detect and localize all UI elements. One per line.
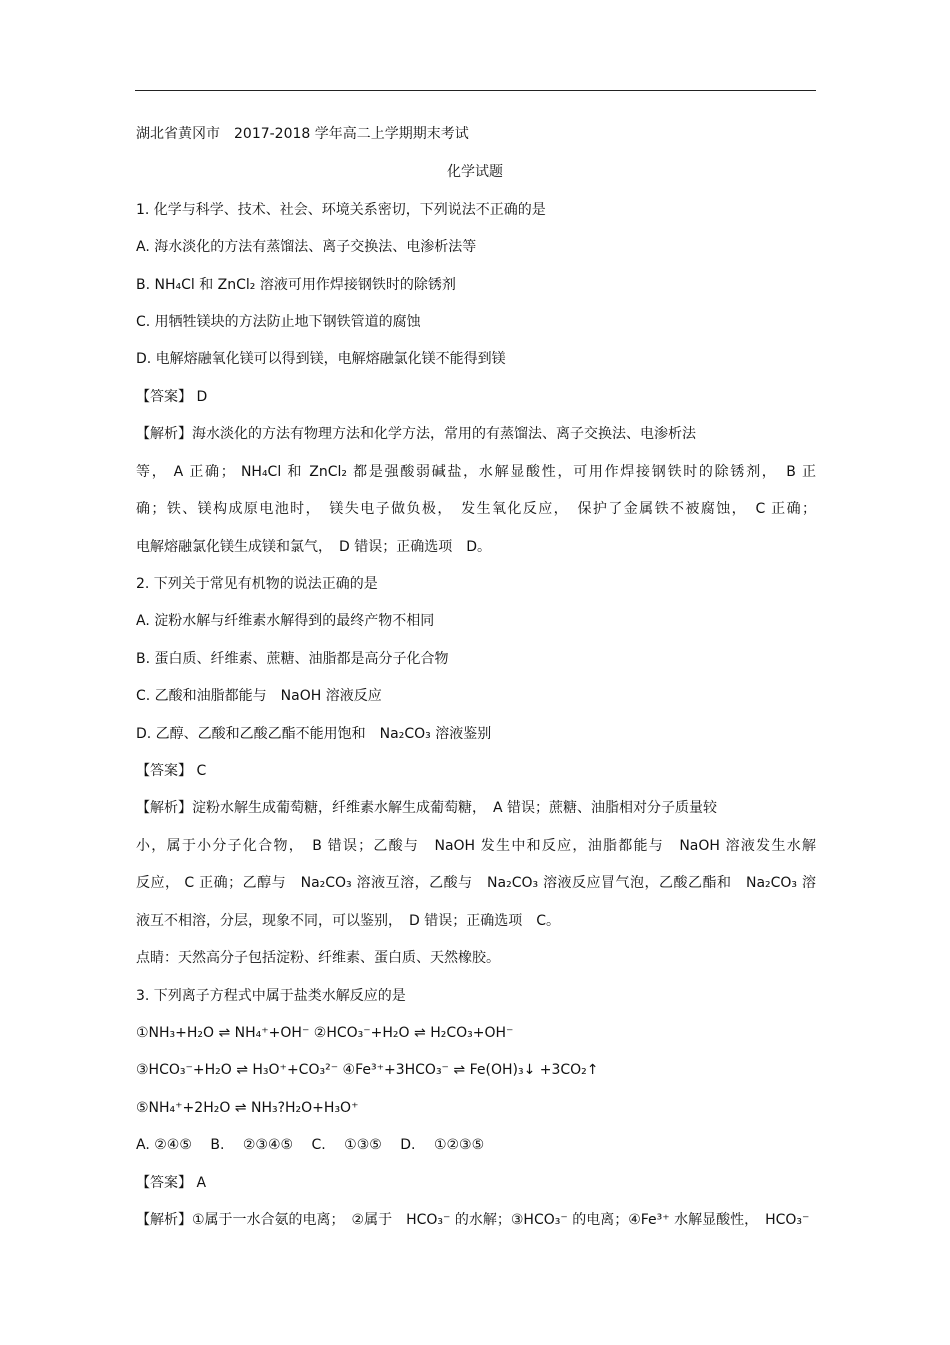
question-1-analysis: 【解析】海水淡化的方法有物理方法和化学方法，常用的有蒸馏法、离子交换法、电渗析法 [136,426,696,442]
question-2-option-b: B. 蛋白质、纤维素、蔗糖、油脂都是高分子化合物 [136,651,449,667]
question-2-analysis: 小，属于小分子化合物， B 错误；乙酸与 NaOH 发生中和反应，油脂都能与 NaOH 溶液发生水解 [136,838,816,854]
question-3-equation: ①NH₃+H₂O ⇌ NH₄⁺+OH⁻ ②HCO₃⁻+H₂O ⇌ H₂CO₃+OH⁻ [136,1025,514,1041]
exam-title: 湖北省黄冈市 2017-2018 学年高二上学期期末考试 [136,126,469,142]
question-2-analysis: 反应， C 正确；乙醇与 Na₂CO₃ 溶液互溶，乙酸与 Na₂CO₃ 溶液反应冒气泡，乙酸乙酯和 Na₂CO₃ 溶 [136,875,816,891]
question-2-analysis: 【解析】淀粉水解生成葡萄糖，纤维素水解生成葡萄糖， A 错误；蔗糖、油脂相对分子质量较 [136,800,718,816]
question-1-option-a: A. 海水淡化的方法有蒸馏法、离子交换法、电渗析法等 [136,239,477,255]
question-2-option-c: C. 乙酸和油脂都能与 NaOH 溶液反应 [136,688,382,704]
question-3-equation: ⑤NH₄⁺+2H₂O ⇌ NH₃?H₂O+H₃O⁺ [136,1100,359,1116]
question-1-analysis: 等， A 正确； NH₄Cl 和 ZnCl₂ 都是强酸弱碱盐，水解显酸性，可用作焊接钢铁时的除锈剂， B 正 [136,464,816,480]
subject-title: 化学试题 [447,164,503,180]
question-1-analysis: 电解熔融氯化镁生成镁和氯气， D 错误；正确选项 D。 [136,539,492,555]
question-3-answer: 【答案】 A [136,1175,207,1191]
question-1-option-b: B. NH₄Cl 和 ZnCl₂ 溶液可用作焊接钢铁时的除锈剂 [136,277,456,293]
question-2-stem: 2. 下列关于常见有机物的说法正确的是 [136,576,378,592]
question-3-analysis: 【解析】①属于一水合氨的电离； ②属于 HCO₃⁻ 的水解；③HCO₃⁻ 的电离；④Fe³⁺ 水解显酸性， HCO₃⁻ [136,1212,810,1228]
question-3-equation: ③HCO₃⁻+H₂O ⇌ H₃O⁺+CO₃²⁻ ④Fe³⁺+3HCO₃⁻ ⇌ Fe(OH)₃↓ +3CO₂↑ [136,1062,599,1078]
question-2-option-d: D. 乙醇、乙酸和乙酸乙酯不能用饱和 Na₂CO₃ 溶液鉴别 [136,726,492,742]
question-1-answer: 【答案】 D [136,389,208,405]
question-1-analysis: 确；铁、镁构成原电池时， 镁失电子做负极， 发生氧化反应， 保护了金属铁不被腐蚀， C 正确； [136,501,816,517]
question-3-stem: 3. 下列离子方程式中属于盐类水解反应的是 [136,988,406,1004]
question-1-stem: 1. 化学与科学、技术、社会、环境关系密切，下列说法不正确的是 [136,202,546,218]
question-1-option-c: C. 用牺牲镁块的方法防止地下钢铁管道的腐蚀 [136,314,421,330]
question-3-options: A. ②④⑤ B. ②③④⑤ C. ①③⑤ D. ①②③⑤ [136,1137,485,1153]
question-2-analysis: 液互不相溶，分层，现象不同，可以鉴别， D 错误；正确选项 C。 [136,913,561,929]
question-2-note: 点睛：天然高分子包括淀粉、纤维素、蛋白质、天然橡胶。 [136,950,500,966]
header-rule [135,90,816,91]
question-1-option-d: D. 电解熔融氧化镁可以得到镁，电解熔融氯化镁不能得到镁 [136,351,506,367]
question-2-option-a: A. 淀粉水解与纤维素水解得到的最终产物不相同 [136,613,435,629]
question-2-answer: 【答案】 C [136,763,207,779]
